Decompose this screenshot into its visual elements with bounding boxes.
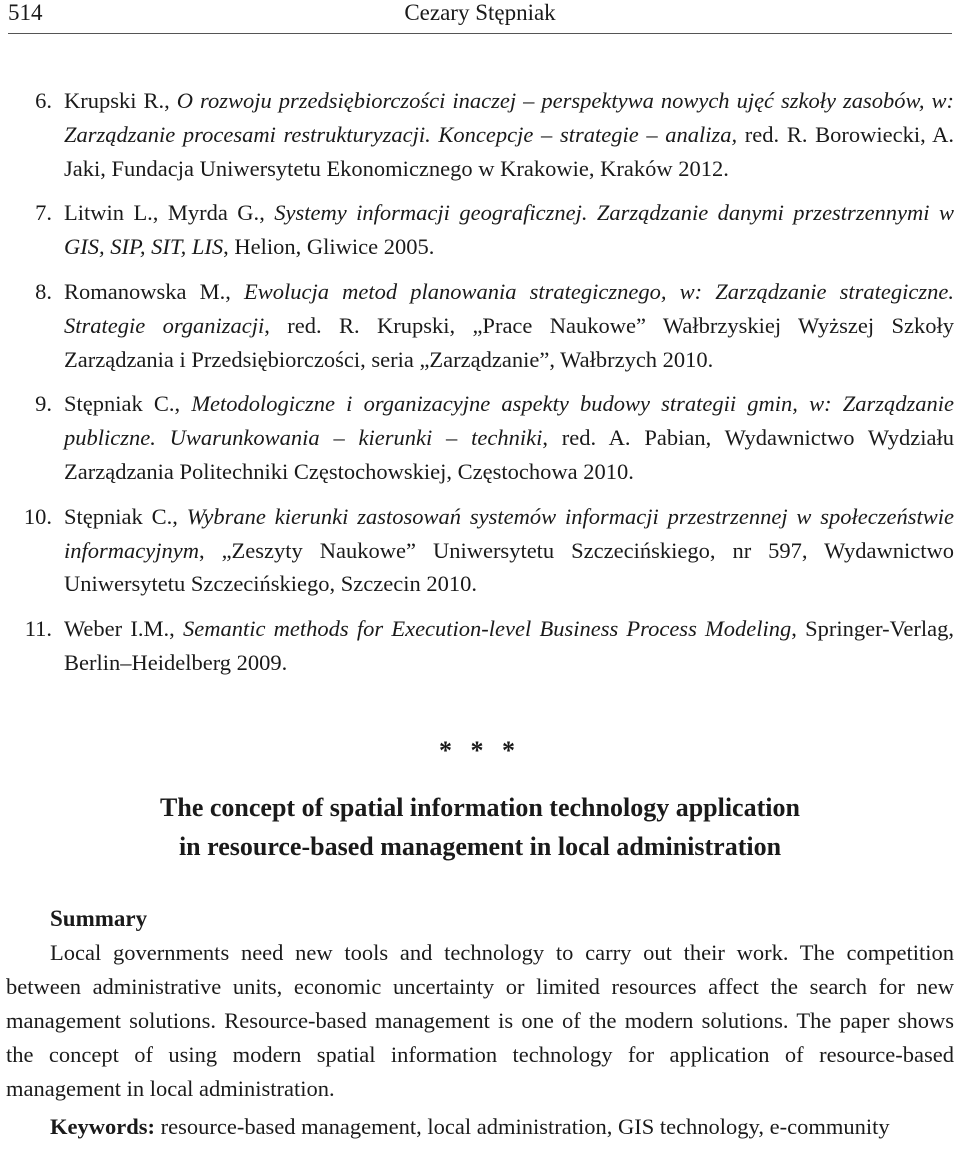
keywords-text: resource-based management, local administration, GIS technology, e-community bbox=[155, 1114, 890, 1139]
reference-item: 9. Stępniak C., Metodologiczne i organizacyjne aspekty budowy strategii gmin, w: Zarządzanie publiczne. Uwarunkowania – kierunki – techniki, red. A. Pabian, Wydawnictwo Wydziału Zarządzania Politechniki Częstochowskiej, Częstochowa 2010. bbox=[0, 387, 960, 488]
article-title-line: The concept of spatial information technology application bbox=[160, 793, 800, 822]
reference-title: Systemy informacji geograficznej. Zarządzanie danymi przestrzennymi w GIS, SIP, SIT, LIS bbox=[64, 200, 954, 260]
page-number: 514 bbox=[8, 0, 43, 25]
reference-title: Metodologiczne i organizacyjne aspekty budowy strategii gmin, w: Zarządzanie publiczne. Uwarunkowania – kierunki – techniki bbox=[64, 391, 954, 451]
reference-authors: Romanowska M. bbox=[64, 278, 226, 304]
reference-authors: Stępniak C. bbox=[64, 391, 175, 417]
summary-section bbox=[0, 902, 960, 1144]
reference-details: , Springer-Verlag, Berlin–Heidelberg 2009. bbox=[64, 616, 954, 675]
running-header bbox=[0, 0, 960, 36]
reference-authors: Stępniak C. bbox=[64, 503, 173, 529]
keywords-label: Keywords: bbox=[50, 1114, 155, 1139]
reference-number: 7. bbox=[35, 200, 52, 226]
article-title bbox=[40, 788, 920, 866]
reference-number: 9. bbox=[35, 391, 52, 417]
reference-number: 10. bbox=[23, 503, 52, 529]
running-head-author: Cezary Stępniak bbox=[404, 0, 556, 25]
header-rule bbox=[8, 33, 952, 34]
reference-details: , red. A. Pabian, Wydawnictwo Wydziału Zarządzania Politechniki Częstochowskiej, Częstochowa 2010. bbox=[64, 425, 954, 484]
reference-details: , „Zeszyty Naukowe” Uniwersytetu Szczecińskiego, nr 597, Wydawnictwo Uniwersytetu Szczecińskiego, Szczecin 2010. bbox=[64, 537, 954, 597]
reference-title: Ewolucja metod planowania strategicznego, w: Zarządzanie strategiczne. Strategie organizacji bbox=[64, 278, 954, 338]
section-separator: * * * bbox=[439, 736, 521, 765]
summary-heading: Summary bbox=[50, 906, 148, 931]
reference-list bbox=[0, 84, 960, 691]
reference-number: 6. bbox=[35, 88, 52, 113]
reference-details: , red. R. Krupski, „Prace Naukowe” Wałbrzyskiej Wyższej Szkoły Zarządzania i Przedsiębiorczości, seria „Zarządzanie”, Wałbrzych 2010. bbox=[64, 312, 954, 372]
keywords-paragraph bbox=[0, 1110, 960, 1144]
reference-item: 11. Weber I.M., Semantic methods for Execution-level Business Process Modeling, Springer-Verlag, Berlin–Heidelberg 2009. bbox=[0, 612, 960, 680]
article-title-line: in resource-based management in local administration bbox=[178, 832, 782, 861]
reference-title: O rozwoju przedsiębiorczości inaczej – perspektywa nowych ujęć szkoły zasobów, w: Zarządzanie procesami restrukturyzacji. Koncepcje – strategie – analiza, bbox=[64, 88, 955, 147]
summary-text: Local governments need new tools and technology to carry out their work. The competition between administrative units, economic uncertainty or limited resources affect the search for new management solutions. Resource-based management is one of the modern solutions. The paper shows the concept of using modern spatial information technology for application of resource-based management in local administration. bbox=[6, 940, 954, 1101]
reference-number: 11. bbox=[24, 616, 52, 642]
reference-item: 10. Stępniak C., Wybrane kierunki zastosowań systemów informacji przestrzennej w społeczeństwie informacyjnym, „Zeszyty Naukowe” Uniwersytetu Szczecińskiego, nr 597, Wydawnictwo Uniwersytetu Szczecińskiego, Szczecin 2010. bbox=[0, 500, 960, 601]
reference-title: Wybrane kierunki zastosowań systemów informacji przestrzennej w społeczeństwie informacyjnym bbox=[64, 503, 954, 563]
reference-item: 7. Litwin L., Myrda G., Systemy informacji geograficznej. Zarządzanie danymi przestrzennymi w GIS, SIP, SIT, LIS, Helion, Gliwice 2005. bbox=[0, 196, 960, 264]
reference-number: 8. bbox=[35, 278, 52, 304]
reference-details: , Helion, Gliwice 2005. bbox=[223, 234, 435, 260]
reference-authors: Litwin L., Myrda G. bbox=[64, 200, 260, 226]
reference-item: 8. Romanowska M., Ewolucja metod planowania strategicznego, w: Zarządzanie strategiczne. Strategie organizacji, red. R. Krupski, „Prace Naukowe” Wałbrzyskiej Wyższej Szkoły Zarządzania i Przedsiębiorczości, seria „Zarządzanie”, Wałbrzych 2010. bbox=[0, 275, 960, 376]
reference-authors: Weber I.M. bbox=[64, 616, 170, 642]
reference-title: Semantic methods for Execution-level Business Process Modeling bbox=[182, 616, 792, 642]
reference-details: red. R. Borowiecki, A. Jaki, Fundacja Uniwersytetu Ekonomicznego w Krakowie, Kraków 2012. bbox=[64, 121, 954, 181]
reference-item: 6. Krupski R., O rozwoju przedsiębiorczości inaczej – perspektywa nowych ujęć szkoły zasobów, w: Zarządzanie procesami restrukturyzacji. Koncepcje – strategie – analiza, red. R. Borowiecki, A. Jaki, Fundacja Uniwersytetu Ekonomicznego w Krakowie, Kraków 2012. bbox=[0, 84, 960, 185]
reference-authors: Krupski R. bbox=[64, 88, 165, 113]
